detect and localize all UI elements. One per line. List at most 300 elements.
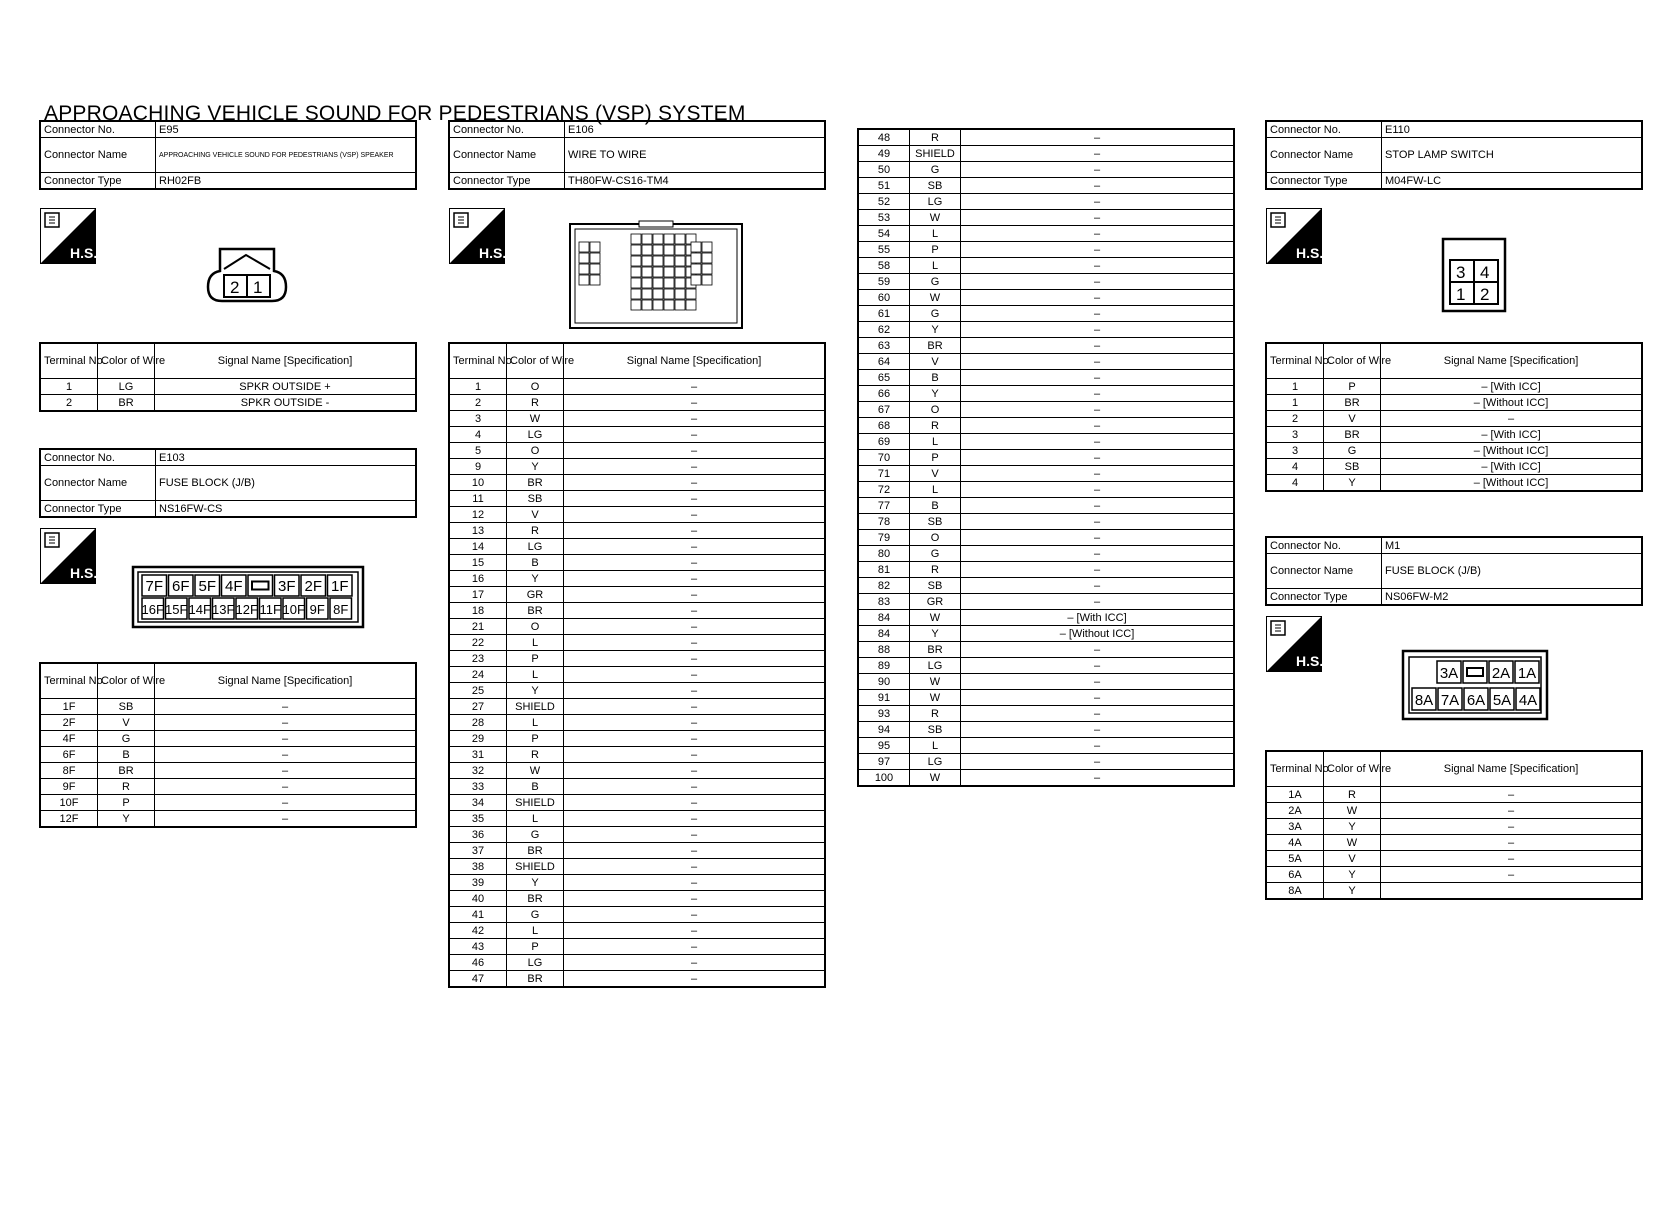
signal-name-cell: – (564, 523, 826, 539)
wire-color-cell: BR (1324, 427, 1381, 443)
connector-cavity (642, 256, 652, 266)
hs-label: H.S. (70, 245, 98, 261)
terminal-no-cell: 25 (449, 683, 507, 699)
terminal-no-cell: 67 (858, 402, 910, 418)
signal-name-cell: – (1381, 851, 1643, 867)
signal-name-cell: – (961, 498, 1235, 514)
wire-color-cell: W (910, 690, 961, 706)
connector-cavity (579, 275, 589, 285)
signal-name-cell: – (961, 594, 1235, 610)
wire-color-cell: R (910, 129, 961, 146)
table-row (40, 379, 416, 395)
signal-name-cell: – (564, 635, 826, 651)
table-row (449, 443, 825, 459)
table-row (1266, 851, 1642, 867)
terminal-no-cell: 78 (858, 514, 910, 530)
table-row (449, 939, 825, 955)
table-row (449, 971, 825, 988)
table-row (1266, 819, 1642, 835)
wire-color-cell: Y (1324, 475, 1381, 492)
terminal-no-cell: 88 (858, 642, 910, 658)
wire-color-cell: B (507, 779, 564, 795)
signal-name-cell: – [Without ICC] (1381, 475, 1643, 492)
terminal-no-cell: 83 (858, 594, 910, 610)
terminal-no-cell: 43 (449, 939, 507, 955)
terminal-no-cell: 17 (449, 587, 507, 603)
e110-terminal-table (1265, 342, 1643, 492)
terminal-no-cell: 51 (858, 178, 910, 194)
terminal-no-cell: 24 (449, 667, 507, 683)
signal-name-cell: – (564, 539, 826, 555)
terminal-no-cell: 4 (1266, 459, 1324, 475)
terminal-no-cell: 16 (449, 571, 507, 587)
signal-name-cell: – (564, 619, 826, 635)
signal-name-cell: – (564, 651, 826, 667)
e106-terminal-table (448, 342, 826, 988)
wire-color-cell: L (910, 226, 961, 242)
signal-name-cell: – (961, 226, 1235, 242)
wire-color-cell: W (910, 770, 961, 787)
terminal-no-cell: 12 (449, 507, 507, 523)
table-row (449, 907, 825, 923)
signal-name-cell: – (564, 603, 826, 619)
signal-name-cell: SPKR OUTSIDE + (155, 379, 417, 395)
wire-color-cell: L (910, 258, 961, 274)
terminal-no-cell: 3 (1266, 427, 1324, 443)
table-row (449, 395, 825, 411)
table-row (40, 763, 416, 779)
signal-name-cell: – (564, 379, 826, 395)
pin-label: 5F (198, 578, 217, 595)
pin-label: 3F (277, 578, 296, 595)
wire-color-cell: L (507, 667, 564, 683)
wire-color-cell: P (507, 939, 564, 955)
signal-name-cell: – (564, 555, 826, 571)
pin-label: 2 (1480, 285, 1490, 304)
table-row (858, 498, 1234, 514)
hs-label: H.S. (1296, 653, 1324, 669)
wire-color-cell: Y (910, 626, 961, 642)
signal-name-cell: – [Without ICC] (1381, 443, 1643, 459)
terminal-no-cell: 27 (449, 699, 507, 715)
pin-label: 7A (1440, 692, 1460, 709)
table-row (858, 178, 1234, 194)
wire-color-cell: G (910, 274, 961, 290)
signal-name-cell: – (564, 955, 826, 971)
terminal-no-cell: 22 (449, 635, 507, 651)
wire-color-cell: R (910, 562, 961, 578)
table-row (858, 706, 1234, 722)
connector-name-value: WIRE TO WIRE (565, 138, 826, 173)
wire-color-cell: W (910, 290, 961, 306)
terminal-no-cell: 1F (40, 699, 98, 715)
terminal-no-cell: 6F (40, 747, 98, 763)
pin-label: 14F (188, 602, 211, 617)
signal-name-cell: – (155, 779, 417, 795)
table-row (449, 603, 825, 619)
table-row (858, 770, 1234, 787)
terminal-no-cell: 39 (449, 875, 507, 891)
wire-color-cell: V (1324, 851, 1381, 867)
connector-name-value: APPROACHING VEHICLE SOUND FOR PEDESTRIANS (VSP) SPEAKER (156, 138, 417, 173)
connector-cavity (691, 242, 701, 252)
terminal-no-cell: 66 (858, 386, 910, 402)
wire-color-cell: B (98, 747, 155, 763)
signal-header: Signal Name [Specification] (155, 663, 417, 699)
wire-color-cell: L (910, 738, 961, 754)
signal-name-cell: – (961, 242, 1235, 258)
signal-name-cell: – (564, 811, 826, 827)
connector-cavity (590, 275, 600, 285)
table-row (1266, 803, 1642, 819)
table-row (449, 731, 825, 747)
terminal-no-cell: 2 (40, 395, 98, 412)
wire-color-cell: LG (507, 427, 564, 443)
signal-name-cell: – [With ICC] (961, 610, 1235, 626)
pin-label: 8A (1414, 692, 1434, 709)
signal-name-cell: – (564, 875, 826, 891)
terminal-no-cell: 8F (40, 763, 98, 779)
terminal-no-cell: 4 (449, 427, 507, 443)
connector-cavity (675, 289, 685, 299)
pin-label: 9F (309, 602, 325, 617)
wire-color-cell: V (1324, 411, 1381, 427)
signal-name-cell: – (961, 674, 1235, 690)
terminal-no-cell: 29 (449, 731, 507, 747)
m1-terminal-table (1265, 750, 1643, 900)
signal-name-cell: – (564, 491, 826, 507)
terminal-no-cell: 93 (858, 706, 910, 722)
terminal-no-cell: 64 (858, 354, 910, 370)
terminal-no-cell: 49 (858, 146, 910, 162)
table-row (40, 715, 416, 731)
signal-name-cell: – (961, 322, 1235, 338)
key-slot (252, 582, 269, 590)
connector-cavity (653, 256, 663, 266)
pin-label: 16F (141, 602, 164, 617)
table-row (858, 466, 1234, 482)
table-row (1266, 379, 1642, 395)
signal-name-cell: – (564, 747, 826, 763)
wire-color-cell: LG (98, 379, 155, 395)
signal-name-cell: – (961, 754, 1235, 770)
wire-color-cell: P (98, 795, 155, 811)
connector-cavity (675, 245, 685, 255)
terminal-no-cell: 1 (449, 379, 507, 395)
connector-e110 (1265, 120, 1643, 190)
wire-color-cell: R (507, 523, 564, 539)
signal-name-cell: – (961, 578, 1235, 594)
wire-color-cell: R (98, 779, 155, 795)
signal-name-cell: – (1381, 803, 1643, 819)
wire-color-cell: BR (910, 338, 961, 354)
table-row (1266, 835, 1642, 851)
harness-side-icon (40, 208, 96, 264)
table-row (858, 290, 1234, 306)
terminal-no-cell: 38 (449, 859, 507, 875)
table-row (858, 514, 1234, 530)
terminal-no-cell: 4F (40, 731, 98, 747)
connector-no-value: E103 (156, 449, 417, 466)
terminal-no-cell: 13 (449, 523, 507, 539)
wire-color-cell: G (910, 306, 961, 322)
harness-side-icon (1266, 208, 1322, 264)
connector-no-value: E110 (1382, 121, 1643, 138)
wire-color-cell: W (507, 411, 564, 427)
connector-cavity (691, 275, 701, 285)
hs-label: H.S. (70, 565, 98, 581)
signal-name-cell: – [With ICC] (1381, 379, 1643, 395)
terminal-no-cell: 81 (858, 562, 910, 578)
connector-no-value: E95 (156, 121, 417, 138)
table-row (449, 379, 825, 395)
connector-cavity (590, 242, 600, 252)
connector-name-label: Connector Name (1266, 138, 1382, 173)
table-row (858, 354, 1234, 370)
signal-name-cell: SPKR OUTSIDE - (155, 395, 417, 412)
wire-color-cell: V (98, 715, 155, 731)
wire-color-cell: V (910, 466, 961, 482)
terminal-no-cell: 9F (40, 779, 98, 795)
signal-name-cell: – (961, 370, 1235, 386)
table-row (858, 530, 1234, 546)
e110-connector-face (1442, 238, 1506, 312)
table-row (858, 210, 1234, 226)
table-row (858, 322, 1234, 338)
connector-cavity (653, 234, 663, 244)
table-row (1266, 443, 1642, 459)
table-row (449, 747, 825, 763)
signal-name-cell: – (961, 738, 1235, 754)
hs-label: H.S. (479, 245, 507, 261)
signal-name-cell (1381, 883, 1643, 900)
terminal-no-cell: 68 (858, 418, 910, 434)
signal-name-cell: – (961, 658, 1235, 674)
table-row (40, 747, 416, 763)
wire-color-cell: O (507, 443, 564, 459)
terminal-no-cell: 72 (858, 482, 910, 498)
terminal-no-cell: 84 (858, 610, 910, 626)
table-row (858, 434, 1234, 450)
terminal-no-header: Terminal No. (1266, 343, 1324, 379)
pin-label: 1A (1517, 665, 1537, 682)
terminal-no-cell: 91 (858, 690, 910, 706)
terminal-no-cell: 23 (449, 651, 507, 667)
signal-name-cell: – (961, 770, 1235, 787)
wire-color-cell: BR (507, 475, 564, 491)
connector-type-label: Connector Type (1266, 589, 1382, 606)
pin-label: 5A (1492, 692, 1512, 709)
connector-cavity (579, 253, 589, 263)
wire-color-cell: SB (910, 514, 961, 530)
signal-name-cell: – (564, 715, 826, 731)
connector-cavity (664, 289, 674, 299)
connector-cavity (642, 278, 652, 288)
connector-cavity (631, 289, 641, 299)
color-header: Color of Wire (98, 663, 155, 699)
signal-name-cell: – (1381, 835, 1643, 851)
table-row (858, 450, 1234, 466)
signal-name-cell: – (564, 475, 826, 491)
terminal-no-cell: 62 (858, 322, 910, 338)
table-row (449, 555, 825, 571)
terminal-no-header: Terminal No. (40, 663, 98, 699)
signal-name-cell: – (961, 418, 1235, 434)
wire-color-cell: G (507, 827, 564, 843)
wire-color-cell: GR (507, 587, 564, 603)
signal-name-cell: – (564, 667, 826, 683)
pin-label: 2 (230, 278, 240, 297)
table-row (858, 738, 1234, 754)
pin-label: 15F (165, 602, 188, 617)
connector-cavity (653, 245, 663, 255)
terminal-no-cell: 61 (858, 306, 910, 322)
signal-name-cell: – (155, 731, 417, 747)
connector-cavity (675, 267, 685, 277)
table-row (858, 129, 1234, 146)
wire-color-cell: P (507, 651, 564, 667)
wire-color-cell: BR (1324, 395, 1381, 411)
signal-name-cell: – [Without ICC] (961, 626, 1235, 642)
signal-name-cell: – (1381, 411, 1643, 427)
wire-color-cell: W (507, 763, 564, 779)
pin-label: 8F (333, 602, 349, 617)
terminal-no-cell: 90 (858, 674, 910, 690)
harness-side-icon (449, 208, 505, 264)
connector-cavity (675, 278, 685, 288)
terminal-no-cell: 60 (858, 290, 910, 306)
signal-name-cell: – (961, 258, 1235, 274)
wire-color-cell: Y (1324, 883, 1381, 900)
table-row (449, 523, 825, 539)
wire-color-cell: Y (1324, 819, 1381, 835)
connector-info-table (39, 120, 417, 190)
terminal-no-cell: 12F (40, 811, 98, 828)
terminal-no-cell: 3 (1266, 443, 1324, 459)
table-row (449, 955, 825, 971)
connector-cavity (675, 256, 685, 266)
e95-terminal-table (39, 342, 417, 412)
terminal-no-cell: 53 (858, 210, 910, 226)
wire-color-cell: W (910, 674, 961, 690)
wire-color-cell: R (507, 395, 564, 411)
terminal-no-cell: 63 (858, 338, 910, 354)
connector-cavity (664, 256, 674, 266)
table-row (40, 795, 416, 811)
connector-cavity (686, 289, 696, 299)
connector-cavity (642, 289, 652, 299)
wire-color-cell: SB (98, 699, 155, 715)
table-row (858, 674, 1234, 690)
signal-name-cell: – (564, 939, 826, 955)
signal-name-cell: – (564, 507, 826, 523)
connector-type-label: Connector Type (40, 501, 156, 518)
terminal-no-cell: 1 (40, 379, 98, 395)
table-row (449, 539, 825, 555)
table-row (858, 402, 1234, 418)
signal-name-cell: – (961, 530, 1235, 546)
pin-label: 10F (282, 602, 305, 617)
wire-color-cell: BR (98, 395, 155, 412)
signal-name-cell: – (564, 795, 826, 811)
terminal-no-cell: 31 (449, 747, 507, 763)
signal-name-cell: – (564, 459, 826, 475)
signal-name-cell: – (961, 546, 1235, 562)
connector-cavity (642, 300, 652, 310)
wire-color-cell: LG (910, 754, 961, 770)
hs-label: H.S. (1296, 245, 1324, 261)
wire-color-cell: G (910, 162, 961, 178)
wire-color-cell: SHIELD (507, 795, 564, 811)
table-row (858, 242, 1234, 258)
table-row (858, 482, 1234, 498)
table-row (1266, 787, 1642, 803)
terminal-no-cell: 8A (1266, 883, 1324, 900)
terminal-no-cell: 41 (449, 907, 507, 923)
wire-color-cell: BR (98, 763, 155, 779)
signal-name-cell: – (155, 747, 417, 763)
m1-connector-face (1402, 650, 1548, 720)
table-row (40, 779, 416, 795)
wire-color-cell: SB (910, 722, 961, 738)
connector-cavity (642, 245, 652, 255)
wire-color-cell: G (507, 907, 564, 923)
harness-side-icon (40, 528, 96, 584)
connector-type-value: TH80FW-CS16-TM4 (565, 173, 826, 190)
table-row (858, 546, 1234, 562)
signal-name-cell: – (564, 443, 826, 459)
signal-name-cell: – (155, 811, 417, 828)
wire-color-cell: L (507, 715, 564, 731)
terminal-no-header: Terminal No. (1266, 751, 1324, 787)
wire-color-cell: W (1324, 835, 1381, 851)
pin-label: 13F (212, 602, 235, 617)
connector-cavity (653, 267, 663, 277)
wire-color-cell: BR (507, 891, 564, 907)
terminal-no-cell: 55 (858, 242, 910, 258)
signal-name-cell: – [Without ICC] (1381, 395, 1643, 411)
table-row (858, 610, 1234, 626)
table-row (40, 395, 416, 412)
table-row (449, 667, 825, 683)
wire-color-cell: LG (910, 194, 961, 210)
connector-type-value: NS06FW-M2 (1382, 589, 1643, 606)
wire-color-cell: P (1324, 379, 1381, 395)
table-row (449, 923, 825, 939)
connector-type-value: NS16FW-CS (156, 501, 417, 518)
table-row (858, 562, 1234, 578)
wire-color-cell: LG (910, 658, 961, 674)
wire-color-cell: O (910, 402, 961, 418)
terminal-no-cell: 77 (858, 498, 910, 514)
connector-type-label: Connector Type (449, 173, 565, 190)
table-row (40, 699, 416, 715)
color-header: Color of Wire (1324, 751, 1381, 787)
terminal-no-cell: 2A (1266, 803, 1324, 819)
terminal-no-cell: 32 (449, 763, 507, 779)
signal-name-cell: – (1381, 867, 1643, 883)
terminal-no-header: Terminal No. (449, 343, 507, 379)
page-title: APPROACHING VEHICLE SOUND FOR PEDESTRIANS (VSP) SYSTEM (44, 102, 746, 125)
signal-name-cell: – (155, 795, 417, 811)
signal-name-cell: – (564, 411, 826, 427)
table-row (449, 587, 825, 603)
wire-color-cell: BR (507, 603, 564, 619)
connector-cavity (653, 278, 663, 288)
wire-color-cell: SB (910, 578, 961, 594)
wire-color-cell: SB (507, 491, 564, 507)
terminal-no-cell: 100 (858, 770, 910, 787)
